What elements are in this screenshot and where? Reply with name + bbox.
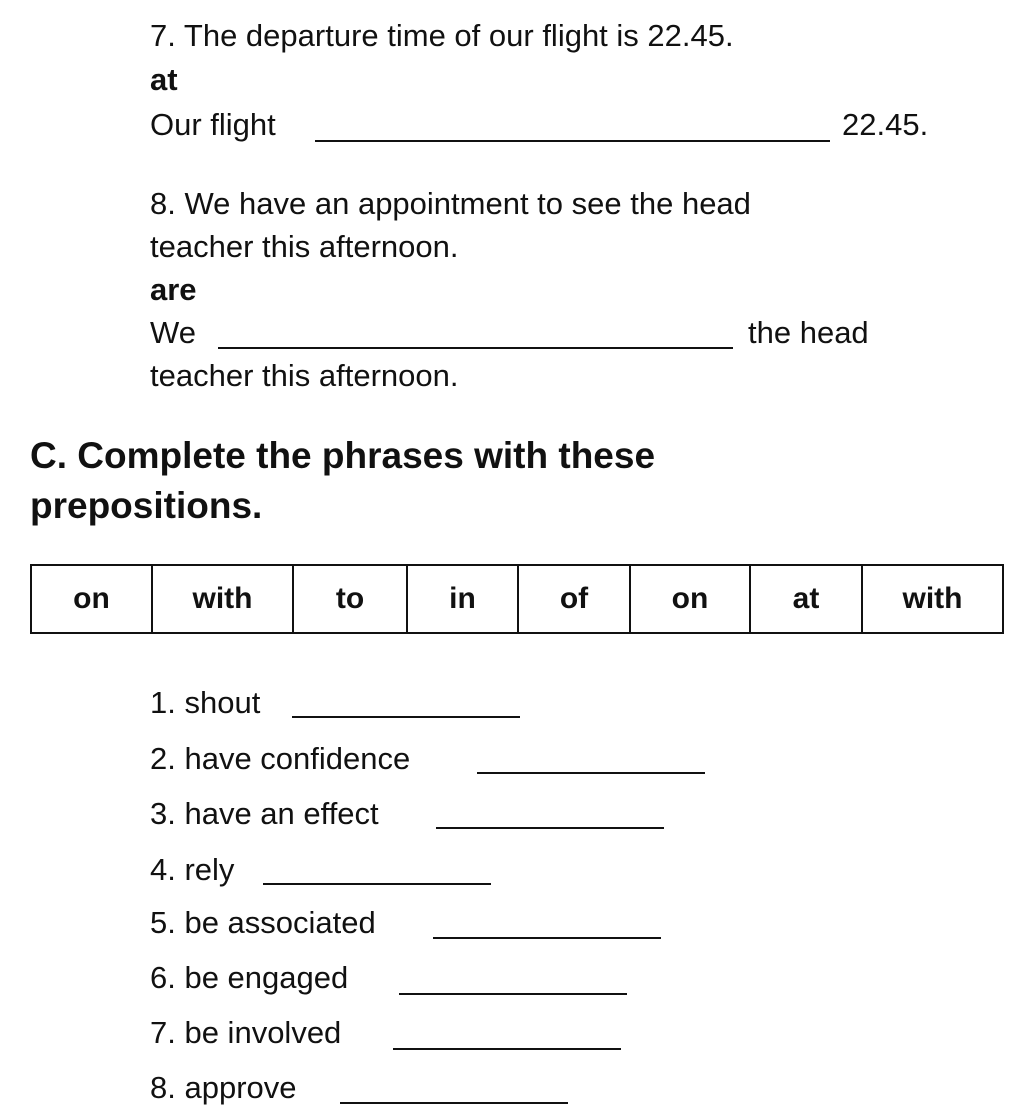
phrase-item: 8. approve bbox=[150, 1070, 297, 1105]
phrase-answer-blank[interactable] bbox=[393, 1048, 621, 1050]
q7-sentence: 7. The departure time of our flight is 22.45. bbox=[150, 18, 734, 53]
section-c-heading-line1: C. Complete the phrases with these bbox=[30, 435, 656, 476]
q7-end: 22.45. bbox=[842, 107, 929, 142]
phrase-answer-blank[interactable] bbox=[399, 993, 627, 995]
word-box-cell: in bbox=[407, 565, 518, 633]
word-box bbox=[30, 564, 1004, 634]
word-box-cell: to bbox=[293, 565, 407, 633]
phrase-answer-blank[interactable] bbox=[436, 827, 664, 829]
q8-end: the head bbox=[748, 315, 869, 350]
phrase-item: 3. have an effect bbox=[150, 796, 379, 831]
q8-sentence-line2: teacher this afternoon. bbox=[150, 229, 459, 264]
phrase-answer-blank[interactable] bbox=[433, 937, 661, 939]
q8-end-line2: teacher this afternoon. bbox=[150, 358, 459, 393]
phrase-answer-blank[interactable] bbox=[477, 772, 705, 774]
q7-keyword: at bbox=[150, 62, 178, 97]
word-box-cell: at bbox=[750, 565, 862, 633]
phrase-item: 4. rely bbox=[150, 852, 235, 887]
phrase-answer-blank[interactable] bbox=[340, 1102, 568, 1104]
word-box-cell: of bbox=[518, 565, 630, 633]
q8-answer-blank[interactable] bbox=[218, 347, 733, 349]
phrase-answer-blank[interactable] bbox=[263, 883, 491, 885]
q8-sentence-line1: 8. We have an appointment to see the head bbox=[150, 186, 751, 221]
phrase-item: 5. be associated bbox=[150, 905, 376, 940]
word-box-cell: with bbox=[862, 565, 1003, 633]
q7-start: Our flight bbox=[150, 107, 276, 142]
word-box-cell: with bbox=[152, 565, 293, 633]
section-c-heading-line2: prepositions. bbox=[30, 485, 263, 526]
q8-start: We bbox=[150, 315, 196, 350]
phrase-item: 2. have confidence bbox=[150, 741, 411, 776]
word-box-cell: on bbox=[630, 565, 750, 633]
phrase-answer-blank[interactable] bbox=[292, 716, 520, 718]
q8-keyword: are bbox=[150, 272, 197, 307]
phrase-item: 7. be involved bbox=[150, 1015, 342, 1050]
word-box-cell: on bbox=[31, 565, 152, 633]
phrase-item: 6. be engaged bbox=[150, 960, 349, 995]
q7-answer-blank[interactable] bbox=[315, 140, 830, 142]
phrase-item: 1. shout bbox=[150, 685, 261, 720]
